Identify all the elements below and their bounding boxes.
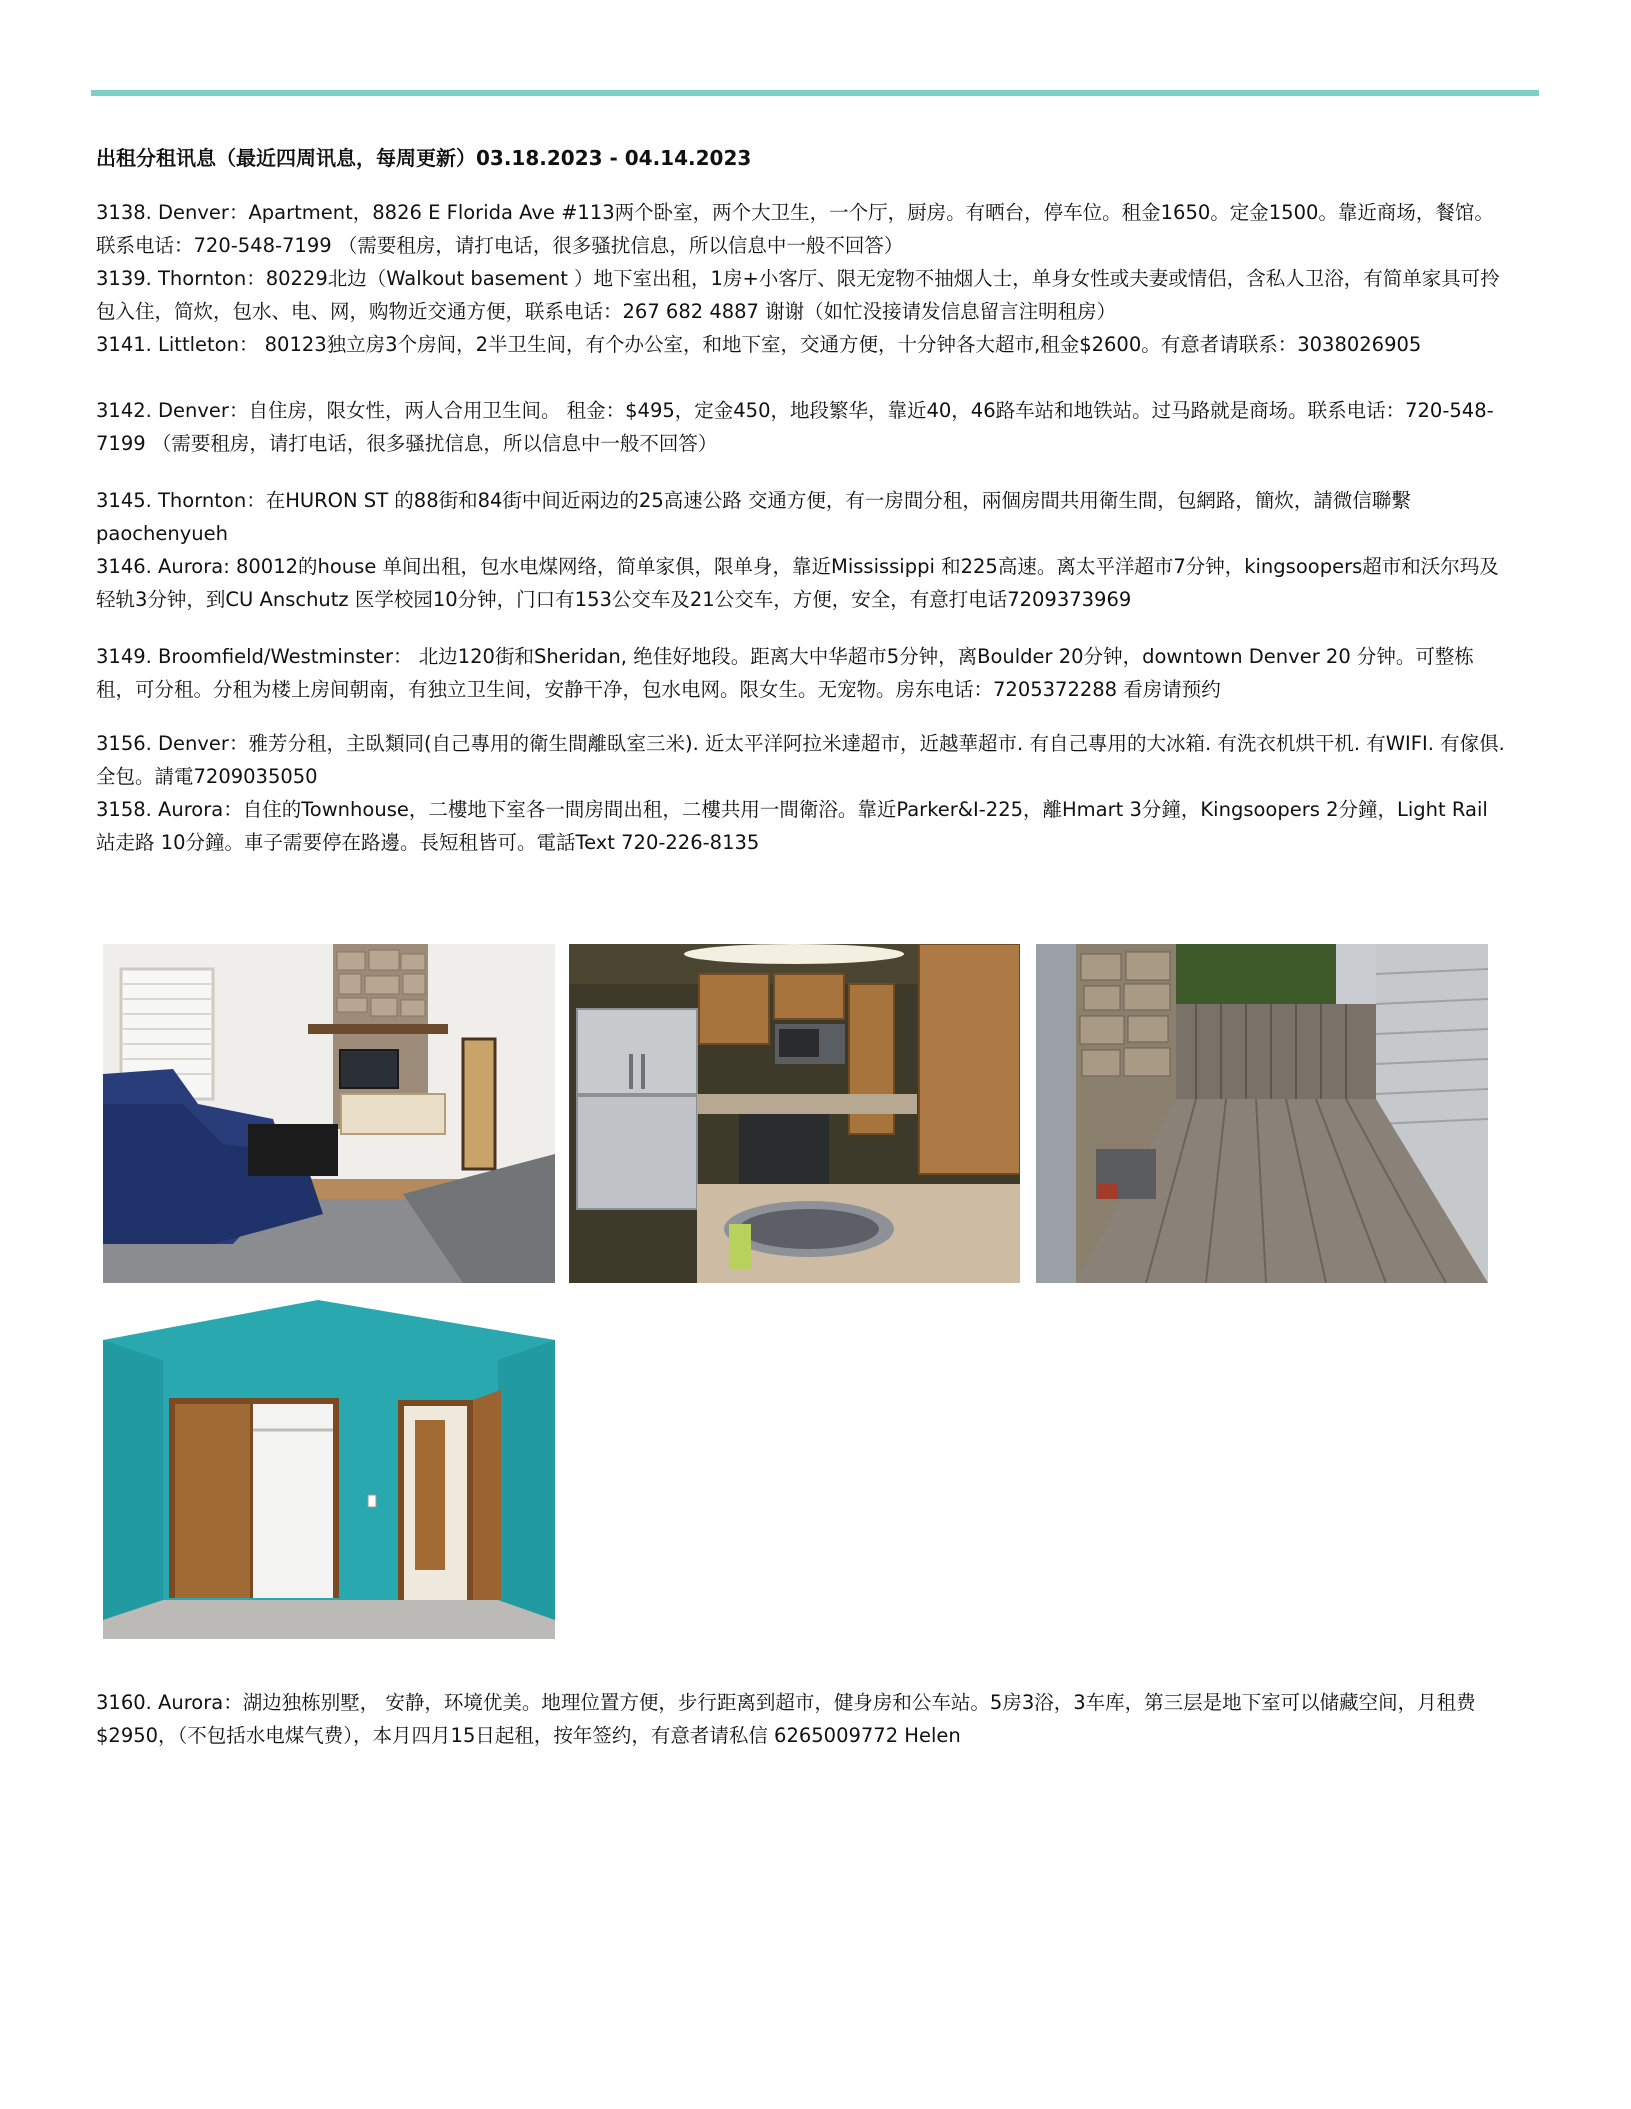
listing-3158: 3158. Aurora：自住的Townhouse，二樓地下室各一間房間出租，二樓共用一間衛浴。靠近Parker&I-225，離Hmart 3分鐘，Kingsoopers 2分鐘，Light Rail站走路 10分鐘。車子需要停在路邊。長短租皆可。電話Text 720-226-8135 — [96, 798, 1488, 854]
living-room-photo — [103, 944, 555, 1283]
listing-3156: 3156. Denver：雅芳分租，主臥類同(自己專用的衛生間離臥室三米). 近太平洋阿拉米達超市，近越華超市. 有自己專用的大冰箱. 有洗衣机烘干机. 有WIFI. 有傢俱. 全包。請電7209035050 — [96, 732, 1505, 788]
top-accent-rule — [91, 90, 1539, 96]
listing-3142: 3142. Denver：自住房，限女性，两人合用卫生间。 租金：$495，定金450，地段繁华，靠近40，46路车站和地铁站。过马路就是商场。联系电话：720-548-7199 （需要租房，请打电话，很多骚扰信息，所以信息中一般不回答） — [96, 399, 1494, 455]
listing-3141: 3141. Littleton： 80123独立房3个房间，2半卫生间，有个办公室，和地下室，交通方便，十分钟各大超市,租金$2600。有意者请联系：3038026905 — [96, 333, 1422, 356]
bedroom-photo — [103, 1300, 555, 1639]
listing-3139: 3139. Thornton：80229北边（Walkout basement ）地下室出租，1房+小客厅、限无宠物不抽烟人士，单身女性或夫妻或情侣，含私人卫浴，有简单家具可拎包入住，简炊，包水、电、网，购物近交通方便，联系电话：267 682 4887 谢谢（如忙没接请发信息留言注明租房） — [96, 267, 1500, 323]
listing-3146: 3146. Aurora: 80012的house 单间出租，包水电煤网络，简单家俱，限单身，靠近Mississippi 和225高速。离太平洋超市7分钟，kingsoopers超市和沃尔玛及轻轨3分钟，到CU Anschutz 医学校园10分钟，门口有153公交车及21公交车，方便，安全，有意打电话7209373969 — [96, 555, 1499, 611]
listing-3160: 3160. Aurora：湖边独栋别墅， 安静，环境优美。地理位置方便，步行距离到超市，健身房和公车站。5房3浴，3车库，第三层是地下室可以储藏空间，月租费$2950，（不包括水电煤气费），本月四月15日起租，按年签约，有意者请私信 6265009772 Helen — [96, 1691, 1476, 1747]
listing-3149: 3149. Broomfield/Westminster： 北边120街和Sheridan, 绝佳好地段。距离大中华超市5分钟，离Boulder 20分钟，downtown Denver 20 分钟。可整栋租，可分租。分租为楼上房间朝南，有独立卫生间，安静干净，包水电网。限女生。无宠物。房东电话：7205372288 看房请预约 — [96, 645, 1474, 701]
deck-photo — [1036, 944, 1488, 1283]
listing-3138: 3138. Denver：Apartment，8826 E Florida Ave #113两个卧室，两个大卫生，一个厅，厨房。有晒台，停车位。租金1650。定金1500。靠近商场，餐馆。联系电话：720-548-7199 （需要租房，请打电话，很多骚扰信息，所以信息中一般不回答） — [96, 201, 1494, 257]
kitchen-photo — [569, 944, 1020, 1283]
page-title: 出租分租讯息（最近四周讯息，每周更新）03.18.2023 - 04.14.2023 — [96, 146, 752, 170]
listing-3145: 3145. Thornton：在HURON ST 的88街和84街中间近兩边的25高速公路 交通方便，有一房間分租，兩個房間共用衛生間，包網路，簡炊，請微信聯繫paochenyueh — [96, 489, 1411, 545]
